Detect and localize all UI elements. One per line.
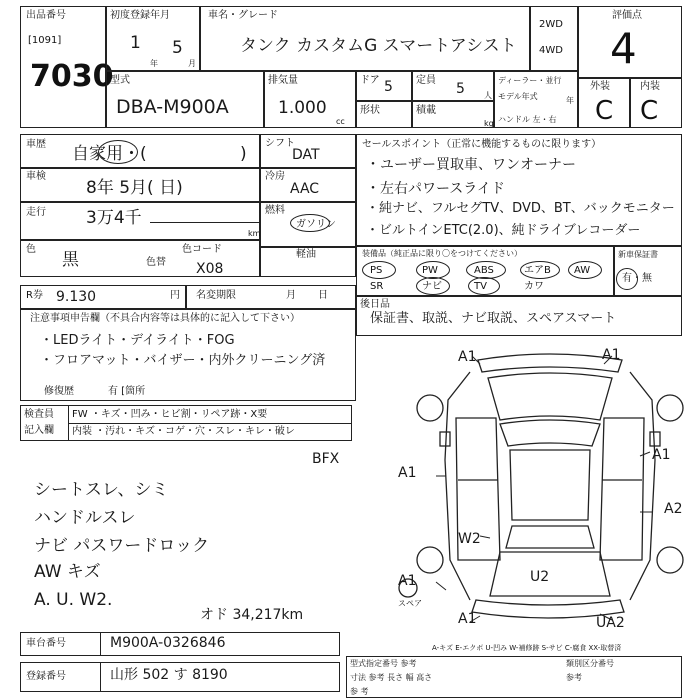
mileage-value: 3万4千 [86, 208, 142, 228]
history-value: 自家用・( [72, 144, 147, 164]
equip-tv: TV [474, 281, 487, 292]
dealer-model-year: モデル年式 [498, 92, 538, 101]
history-label: 車歴 [26, 139, 46, 150]
dealer-year-unit: 年 [566, 96, 574, 105]
damage-mark: A2 [664, 501, 683, 517]
chassis-value: M900A-0326846 [110, 635, 226, 651]
plate-value: 山形 502 す 8190 [110, 667, 228, 683]
color-code-value: X08 [196, 261, 224, 277]
fuel-label: 燃料 [265, 205, 285, 216]
displacement-label: 排気量 [268, 75, 298, 86]
color-value: 黒 [62, 250, 79, 270]
displacement-value: 1.000 [278, 98, 327, 118]
inspection-value: 8年 5月( 日) [86, 178, 183, 198]
doors-label: ドア [360, 75, 380, 86]
color-change-label: 色替 [146, 257, 166, 268]
selling-point-line: ・純ナビ、フルセグTV、DVD、BT、バックモニター [366, 201, 675, 216]
capacity-value: 5 [456, 81, 465, 97]
equip-sr: SR [370, 281, 384, 292]
inspector-row-exterior: FW ・キズ・凹み・ヒビ割・リペア跡・X要 [72, 409, 268, 420]
capacity-label: 定員 [416, 75, 436, 86]
history-close: ) [240, 144, 247, 164]
ac-label: 冷房 [265, 171, 285, 182]
first-reg-label: 初度登録年月 [110, 10, 170, 21]
equip-ps: PS [370, 265, 383, 276]
mileage-label: 走行 [26, 207, 46, 218]
model-code-label: 型式 [110, 75, 130, 86]
month-unit: 月 [188, 59, 196, 68]
notes-label: 注意事項申告欄（不具合内容等は具体的に記入して下さい） [30, 313, 300, 324]
damage-mark: UA2 [596, 615, 625, 631]
note-line: ・LEDライト・デイライト・FOG [40, 333, 235, 348]
warranty-label: 新車保証書 [618, 250, 658, 259]
plate-label: 登録番号 [26, 671, 66, 682]
equip-pw: PW [422, 265, 438, 276]
selling-point-line: ・ビルトインETC(2.0)、純ドライブレコーダー [366, 223, 641, 238]
comment-line: AW キズ [34, 562, 101, 582]
inspector-row-interior: 内装 ・汚れ・キズ・コゲ・穴・スレ・キレ・破レ [72, 426, 295, 437]
comment-line: A. U. W2. [34, 590, 113, 610]
mileage-unit: km [248, 229, 261, 238]
drive-4wd: 4WD [539, 45, 563, 56]
damage-mark: A1 [458, 611, 477, 627]
damage-legend: A-キズ E-エクボ U-凹み W-補修跡 S-サビ C-腐食 XX-取替済 [432, 644, 622, 652]
displacement-unit: cc [336, 117, 345, 126]
drive-2wd: 2WD [539, 19, 563, 30]
lot-sub-number: [1091] [28, 35, 62, 46]
lot-number: 7030 [30, 59, 114, 94]
comment-line: ナビ パスワードロック [34, 536, 210, 556]
interior-label: 内装 [640, 81, 660, 92]
warranty-value: 有・無 [622, 273, 652, 284]
doors-value: 5 [384, 79, 393, 95]
special-row: 参 考 [350, 687, 369, 696]
load-label: 積載 [416, 105, 436, 116]
equip-navi: ナビ [422, 281, 442, 292]
chassis-label: 車台番号 [26, 638, 66, 649]
name-change-day: 日 [318, 290, 328, 301]
inspection-label: 車検 [26, 171, 46, 182]
after-fit-label: 後日品 [360, 299, 390, 310]
model-name-label: 車名・グレード [208, 10, 278, 21]
selling-points-label: セールスポイント（正常に機能するものに限ります） [362, 139, 602, 150]
first-reg-year: 1 [130, 33, 141, 53]
exterior-label: 外装 [590, 81, 610, 92]
fuel-diesel: 軽油 [296, 249, 316, 260]
exterior-grade: C [595, 96, 614, 126]
grade-label: 評価点 [612, 10, 642, 21]
capacity-unit: 人 [484, 91, 492, 100]
spare-label: スペア [398, 599, 422, 608]
name-change-label: 名変期限 [196, 290, 236, 301]
damage-mark: A1 [398, 465, 417, 481]
shape-label: 形状 [360, 105, 380, 116]
special-row: 寸法 参考 長さ 幅 高さ [350, 673, 433, 682]
equip-airbag: エアB [524, 265, 551, 276]
note-line: ・フロアマット・バイザー・内外クリーニング済 [40, 353, 326, 368]
shift-label: シフト [265, 138, 295, 149]
after-fit-value: 保証書、取説、ナビ取説、スペアスマート [370, 311, 617, 326]
inspector-label-2: 記入欄 [24, 425, 54, 436]
inspector-label: 検査員 [24, 409, 54, 420]
grade-value: 4 [610, 24, 637, 73]
equip-aw: AW [574, 265, 591, 276]
damage-mark: A1 [458, 349, 477, 365]
comment-line: ハンドルスレ [34, 508, 136, 528]
damage-mark: U2 [530, 569, 550, 585]
shift-value: DAT [292, 147, 320, 163]
dealer-label: ディーラー・並行 [498, 76, 562, 85]
lot-number-label: 出品番号 [26, 10, 66, 21]
color-code-label: 色コード [182, 244, 222, 255]
name-change-month: 月 [286, 290, 296, 301]
color-label: 色 [26, 244, 36, 255]
ac-value: AAC [290, 181, 320, 197]
repair-history-label: 修復歴 [44, 386, 74, 397]
recycle-label: R券 [26, 290, 43, 301]
fuel-gasoline: ガソリン [296, 219, 336, 230]
repair-history-value: 有 [箇所 [108, 386, 146, 397]
comment-code: BFX [312, 451, 340, 467]
first-reg-month: 5 [172, 38, 183, 58]
load-unit: kg [484, 119, 494, 128]
equipment-label: 装備品（純正品に限り〇をつけてください） [362, 249, 522, 258]
selling-point-line: ・ユーザー買取車、ワンオーナー [366, 157, 576, 173]
interior-grade: C [640, 96, 659, 126]
model-code-value: DBA-M900A [116, 96, 229, 118]
year-unit: 年 [150, 59, 158, 68]
handle-label: ハンドル 左・右 [498, 115, 557, 124]
comment-line: シートスレ、シミ [34, 480, 169, 500]
equip-kawa: カワ [524, 281, 544, 292]
damage-mark: A1 [398, 573, 417, 589]
model-name-value: タンク カスタムG スマートアシスト [240, 36, 517, 56]
damage-mark: W2 [458, 531, 481, 547]
damage-mark: A1 [602, 347, 621, 363]
special-right: 参考 [566, 673, 582, 682]
special-row: 型式指定番号 参考 [350, 659, 417, 668]
odometer-note: オド 34,217km [200, 607, 304, 623]
damage-mark: A1 [652, 447, 671, 463]
recycle-value: 9.130 [56, 289, 97, 305]
selling-point-line: ・左右パワースライド [366, 181, 505, 197]
recycle-unit: 円 [170, 290, 180, 301]
equip-abs: ABS [474, 265, 494, 276]
special-right: 類別区分番号 [566, 659, 614, 668]
